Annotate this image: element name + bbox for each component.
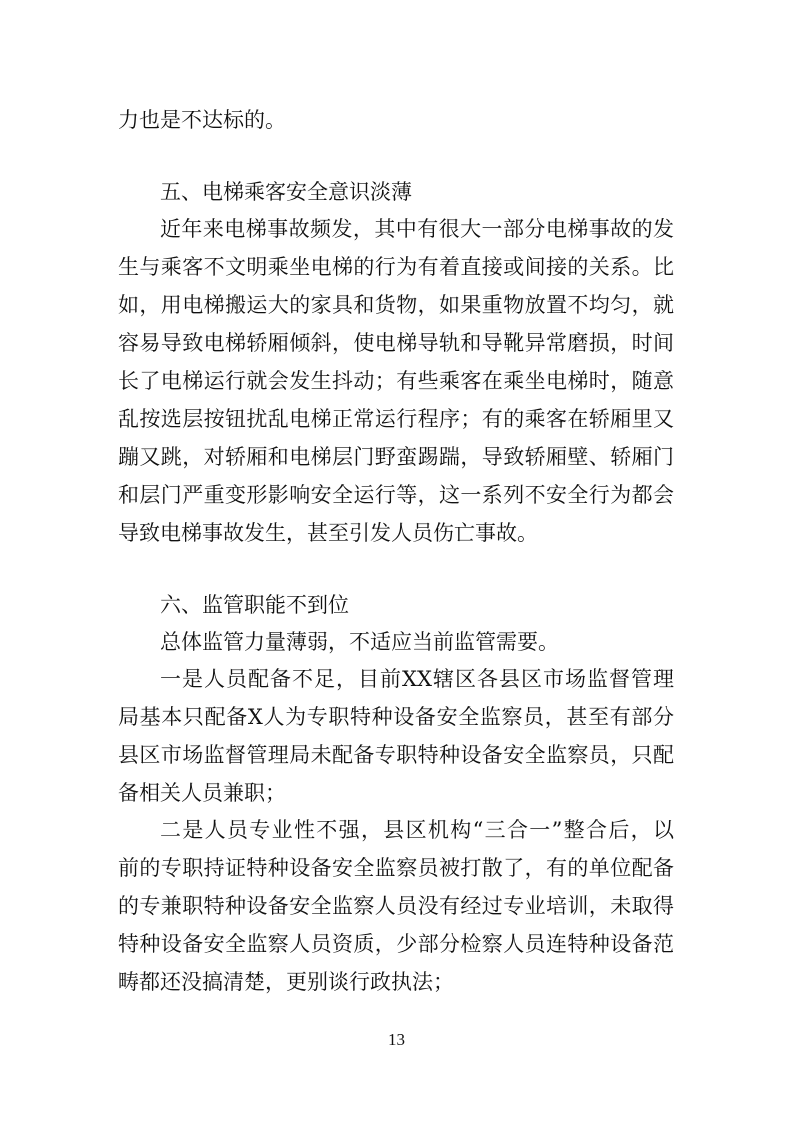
paragraph-continuation: 力也是不达标的。 (118, 108, 286, 132)
section6-point2-line: 的专兼职特种设备安全监察人员没有经过专业培训，未取得 (118, 894, 674, 918)
section5-line: 和层门严重变形影响安全运行等，这一系列不安全行为都会 (118, 483, 674, 507)
section5-line: 生与乘客不文明乘坐电梯的行为有着直接或间接的关系。比 (118, 255, 674, 279)
page-number: 13 (388, 1030, 405, 1049)
section6-point1-line: 备相关人员兼职； (118, 781, 286, 805)
section5-line: 长了电梯运行就会发生抖动；有些乘客在乘坐电梯时，随意 (118, 369, 674, 393)
section5-line: 蹦又跳，对轿厢和电梯层门野蛮踢踹，导致轿厢壁、轿厢门 (118, 445, 674, 469)
section6-intro: 总体监管力量薄弱，不适应当前监管需要。 (160, 630, 559, 654)
section6-point1-line: 局基本只配备X人为专职特种设备安全监察员，甚至有部分 (118, 705, 674, 729)
section5-line: 近年来电梯事故频发，其中有很大一部分电梯事故的发 (160, 217, 674, 241)
section-heading-6: 六、监管职能不到位 (160, 593, 349, 617)
section-heading-5: 五、电梯乘客安全意识淡薄 (160, 180, 412, 204)
section6-point2-line: 二是人员专业性不强，县区机构“三合一”整合后，以 (160, 818, 674, 842)
section6-point2-line: 畴都还没搞清楚，更别谈行政执法； (118, 970, 454, 994)
section6-point2-line: 前的专职持证特种设备安全监察员被打散了，有的单位配备 (118, 856, 674, 880)
section5-line: 如，用电梯搬运大的家具和货物，如果重物放置不均匀，就 (118, 293, 674, 317)
section5-line: 容易导致电梯轿厢倾斜，使电梯导轨和导靴异常磨损，时间 (118, 331, 674, 355)
section6-point2-line: 特种设备安全监察人员资质，少部分检察人员连特种设备范 (118, 932, 674, 956)
section6-point1-line: 一是人员配备不足，目前XX辖区各县区市场监督管理 (160, 667, 674, 691)
section5-line: 乱按选层按钮扰乱电梯正常运行程序；有的乘客在轿厢里又 (118, 407, 674, 431)
section5-line: 导致电梯事故发生，甚至引发人员伤亡事故。 (118, 521, 538, 545)
section6-point1-line: 县区市场监督管理局未配备专职特种设备安全监察员，只配 (118, 743, 674, 767)
